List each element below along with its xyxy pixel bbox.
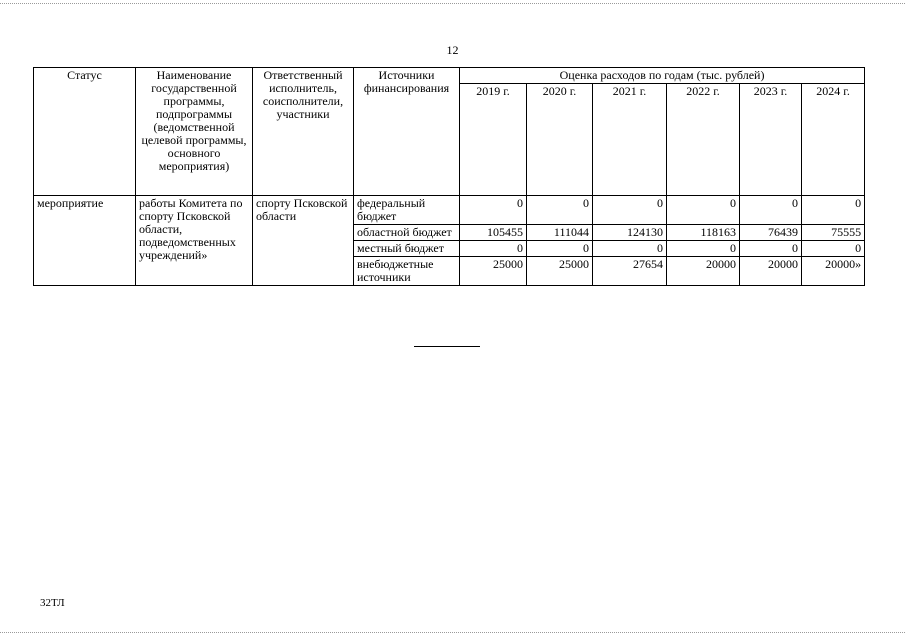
- value-cell: 75555: [802, 225, 865, 241]
- source-cell: федеральный бюджет: [354, 196, 460, 225]
- section-divider-line: [414, 346, 480, 347]
- source-cell: внебюджетные источники: [354, 257, 460, 286]
- page-number: 12: [446, 43, 459, 57]
- value-cell: 76439: [740, 225, 802, 241]
- header-sources: Источники финансирования: [354, 68, 460, 196]
- value-cell: 0: [740, 196, 802, 225]
- executor-cell: спорту Псковской области: [253, 196, 354, 286]
- value-cell: 0: [802, 241, 865, 257]
- scan-edge-bottom: [0, 632, 905, 633]
- value-cell: 0: [527, 196, 593, 225]
- table-row: [34, 196, 865, 225]
- status-cell: мероприятие: [34, 196, 136, 286]
- value-cell: 0: [460, 241, 527, 257]
- value-cell: 0: [460, 196, 527, 225]
- value-cell: 20000»: [802, 257, 865, 286]
- value-cell: 0: [527, 241, 593, 257]
- value-cell: 0: [667, 241, 740, 257]
- footer-code: 32ТЛ: [40, 597, 65, 609]
- header-year: 2020 г.: [527, 84, 593, 196]
- header-year: 2023 г.: [740, 84, 802, 196]
- value-cell: 25000: [527, 257, 593, 286]
- source-cell: местный бюджет: [354, 241, 460, 257]
- budget-table: [33, 67, 865, 286]
- header-estimate: Оценка расходов по годам (тыс. рублей): [460, 68, 865, 84]
- value-cell: 111044: [527, 225, 593, 241]
- value-cell: 118163: [667, 225, 740, 241]
- source-cell: областной бюджет: [354, 225, 460, 241]
- value-cell: 0: [740, 241, 802, 257]
- scan-edge-top: [0, 3, 905, 4]
- value-cell: 27654: [593, 257, 667, 286]
- value-cell: 0: [667, 196, 740, 225]
- value-cell: 105455: [460, 225, 527, 241]
- header-program: Наименование государственной программы, подпрограммы (ведомственной целевой программы, основного мероприятия): [136, 68, 253, 196]
- header-year: 2022 г.: [667, 84, 740, 196]
- value-cell: 124130: [593, 225, 667, 241]
- value-cell: 20000: [740, 257, 802, 286]
- header-status: Статус: [34, 68, 136, 196]
- value-cell: 25000: [460, 257, 527, 286]
- value-cell: 0: [802, 196, 865, 225]
- header-executor: Ответственный исполнитель, соисполнители, участники: [253, 68, 354, 196]
- header-year: 2019 г.: [460, 84, 527, 196]
- value-cell: 0: [593, 241, 667, 257]
- header-year: 2024 г.: [802, 84, 865, 196]
- program-cell: работы Комитета по спорту Псковской области, подведомственных учреждений»: [136, 196, 253, 286]
- header-row-top: [34, 68, 865, 84]
- value-cell: 0: [593, 196, 667, 225]
- header-year: 2021 г.: [593, 84, 667, 196]
- value-cell: 20000: [667, 257, 740, 286]
